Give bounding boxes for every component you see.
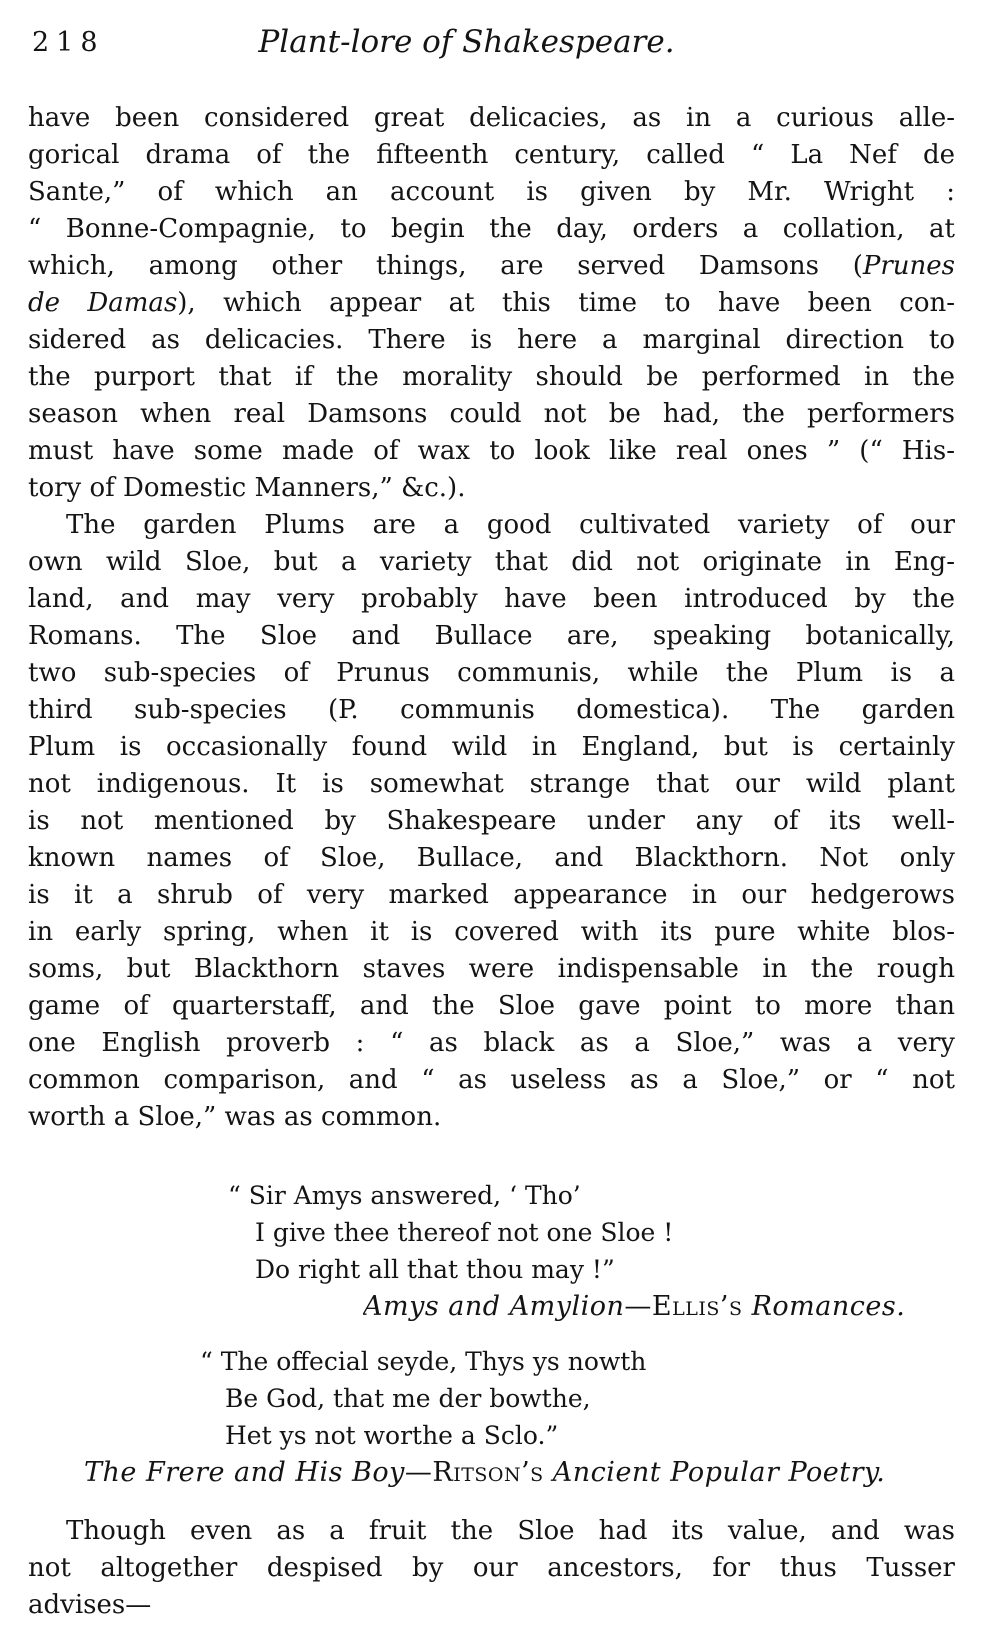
quote-attribution: The Frere and His Boy—Ritson’s Ancient Popular Poetry. bbox=[84, 1457, 886, 1488]
text-line: one English proverb : “ as black as a Sloe,” was a very bbox=[28, 1028, 955, 1058]
text-line: game of quarterstaff, and the Sloe gave point to more than bbox=[28, 991, 955, 1021]
text-line: season when real Damsons could not be had, the performers bbox=[28, 399, 955, 429]
text-line: the purport that if the morality should be performed in the bbox=[28, 362, 955, 392]
text-line: worth a Sloe,” was as common. bbox=[28, 1102, 442, 1132]
paragraph-3 bbox=[28, 1513, 955, 1624]
text-line: which, among other things, are served Damsons (Prunes bbox=[28, 251, 955, 281]
text-line: gorical drama of the fifteenth century, called “ La Nef de bbox=[28, 140, 955, 170]
text-line: Sante,” of which an account is given by Mr. Wright : bbox=[28, 177, 955, 207]
text-line: Romans. The Sloe and Bullace are, speaking botanically, bbox=[28, 621, 955, 651]
paragraph-2 bbox=[28, 507, 955, 1136]
quote-attribution: Amys and Amylion—Ellis’s Romances. bbox=[363, 1291, 906, 1322]
text-line: known names of Sloe, Bullace, and Blackthorn. Not only bbox=[28, 843, 955, 873]
running-title: Plant-lore of Shakespeare. bbox=[258, 24, 675, 60]
text-line: sidered as delicacies. There is here a marginal direction to bbox=[28, 325, 955, 355]
text-line: “ Sir Amys answered, ‘ Tho’ bbox=[228, 1181, 581, 1210]
text-line: “ The offecial seyde, Thys ys nowth bbox=[200, 1347, 647, 1376]
text-line: Though even as a fruit the Sloe had its value, and was bbox=[66, 1516, 955, 1546]
page-number: 218 bbox=[32, 27, 105, 58]
text-line: common comparison, and “ as useless as a Sloe,” or “ not bbox=[28, 1065, 955, 1095]
text-line: “ Bonne-Compagnie, to begin the day, orders a collation, at bbox=[28, 214, 955, 244]
text-line: two sub-species of Prunus communis, while the Plum is a bbox=[28, 658, 955, 688]
paragraph-1 bbox=[28, 100, 955, 507]
text-line: I give thee thereof not one Sloe ! bbox=[255, 1218, 674, 1247]
text-line: soms, but Blackthorn staves were indispensable in the rough bbox=[28, 954, 955, 984]
text-line: third sub-species (P. communis domestica). The garden bbox=[28, 695, 955, 725]
text-line: in early spring, when it is covered with its pure white blos- bbox=[28, 917, 955, 947]
text-line: is not mentioned by Shakespeare under any of its well- bbox=[28, 806, 955, 836]
text-line: de Damas), which appear at this time to have been con- bbox=[28, 288, 955, 318]
text-line: own wild Sloe, but a variety that did not originate in Eng- bbox=[28, 547, 955, 577]
verse-quote-1 bbox=[28, 1177, 955, 1325]
text-line: have been considered great delicacies, as in a curious alle- bbox=[28, 103, 955, 133]
text-line: must have some made of wax to look like real ones ” (“ His- bbox=[28, 436, 955, 466]
text-line: Be God, that me der bowthe, bbox=[225, 1384, 591, 1413]
text-line: is it a shrub of very marked appearance in our hedgerows bbox=[28, 880, 955, 910]
page-header bbox=[28, 26, 955, 66]
text-line: tory of Domestic Manners,” &c.). bbox=[28, 473, 466, 503]
verse-quote-2 bbox=[28, 1343, 955, 1491]
text-line: Het ys not worthe a Sclo.” bbox=[225, 1421, 559, 1450]
page-body bbox=[28, 100, 955, 1624]
text-line: Plum is occasionally found wild in England, but is certainly bbox=[28, 732, 955, 762]
text-line: Do right all that thou may !” bbox=[255, 1255, 615, 1284]
text-line: land, and may very probably have been introduced by the bbox=[28, 584, 955, 614]
text-line: not indigenous. It is somewhat strange that our wild plant bbox=[28, 769, 955, 799]
text-line: not altogether despised by our ancestors, for thus Tusser bbox=[28, 1553, 955, 1583]
text-line: advises— bbox=[28, 1590, 152, 1620]
text-line: The garden Plums are a good cultivated variety of our bbox=[66, 510, 955, 540]
